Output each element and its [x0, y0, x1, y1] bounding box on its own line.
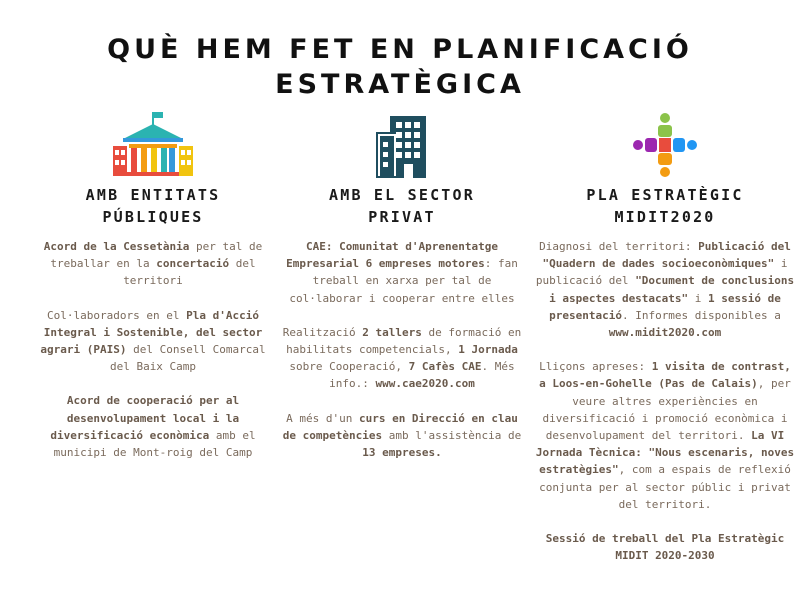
column-public-entities: [28, 108, 278, 478]
page-title: [0, 32, 800, 102]
column-body: [535, 238, 795, 564]
paragraph: [277, 410, 527, 462]
column-body: [28, 238, 278, 461]
column-heading: PLA ESTRATÈGIC MIDIT2020: [586, 186, 744, 226]
bold-text: Sessió de treball del Pla Estratègic MIDIT 2020-2030: [545, 532, 785, 563]
paragraph: [277, 324, 527, 393]
text: i publicació del: [535, 257, 788, 288]
text: de formació en habilitats competencials,: [286, 325, 522, 357]
paragraph: [535, 358, 795, 513]
bold-text: Acord de la Cessetània: [43, 240, 190, 253]
bold-text: "Document de conclusions i aspectes destacats": [549, 274, 795, 305]
text: Col·laboradors en el: [47, 308, 187, 322]
column-body: [277, 238, 527, 461]
bold-text: www.cae2020.com: [375, 377, 475, 391]
column-heading: AMB ENTITATS PÚBLIQUES: [85, 186, 221, 226]
text: , per veure altres experiències en diversificació i promoció econòmica i desenvolupament del territori.: [542, 377, 791, 443]
text: sobre Cooperació,: [289, 360, 409, 374]
text: Lliçons apreses:: [539, 360, 652, 374]
text: . Més info.:: [329, 360, 515, 391]
bold-text: 1 Jornada: [458, 343, 518, 357]
bold-text: www.midit2020.com: [608, 326, 722, 340]
title-line-1: QUÈ HEM FET EN PLANIFICACIÓ: [107, 34, 693, 65]
bold-text: Publicació del "Quadern de dades socioeconòmiques": [542, 240, 791, 271]
paragraph: [28, 307, 278, 376]
text: amb el municipi de Mont-roig del Camp: [53, 428, 256, 460]
bold-text: 2 tallers: [362, 325, 422, 339]
puzzle-people-icon: [535, 108, 795, 180]
text: , com a espais de reflexió conjunta per al sector públic i privat del territori.: [539, 463, 791, 511]
bold-text: Acord de cooperació per al desenvolupament local i la diversificació econòmica: [50, 394, 240, 442]
bold-text: 1 visita de contrast, a Loos-en-Gohelle (Pas de Calais): [539, 360, 791, 391]
bold-text: concertació: [156, 257, 230, 271]
bold-text: 7 Cafès CAE: [408, 360, 482, 374]
title-line-2: ESTRATÈGICA: [275, 69, 525, 100]
public-building-icon: [28, 108, 278, 180]
bold-text: 1 sessió de presentació: [549, 291, 781, 322]
bold-text: 13 empreses.: [362, 446, 442, 460]
text: per tal de treballar en la: [50, 240, 263, 271]
column-heading: AMB EL SECTOR PRIVAT: [329, 186, 475, 226]
column-midit2020: [535, 108, 795, 581]
text: del Consell Comarcal del Baix Camp: [109, 343, 266, 374]
text: amb l'assistència de: [382, 428, 522, 442]
text: . Informes disponibles a: [621, 308, 781, 322]
text: i: [688, 291, 709, 305]
paragraph: [535, 530, 795, 564]
paragraph: [277, 238, 527, 307]
text: del territori: [123, 257, 256, 288]
text: Diagnosi del territori:: [539, 240, 699, 253]
text: A més d'un: [286, 411, 359, 425]
paragraph: [28, 392, 278, 461]
text: Realització: [282, 325, 363, 339]
bold-text: CAE: Comunitat d'Aprenentatge Empresarial 6 empreses motores: [286, 240, 499, 271]
bold-text: La VI Jornada Tècnica: "Nous escenaris, noves estratègies": [535, 429, 795, 477]
paragraph: [28, 238, 278, 290]
column-private-sector: [277, 108, 527, 478]
bold-text: Pla d'Acció Integral i Sostenible, del sector agrari (PAIS): [40, 308, 263, 357]
bold-text: curs en Direcció en clau de competències: [282, 411, 518, 442]
office-building-icon: [277, 108, 527, 180]
text: : fan treball en xarxa per tal de col·laborar i cooperar entre elles: [289, 257, 518, 305]
paragraph: [535, 238, 795, 341]
